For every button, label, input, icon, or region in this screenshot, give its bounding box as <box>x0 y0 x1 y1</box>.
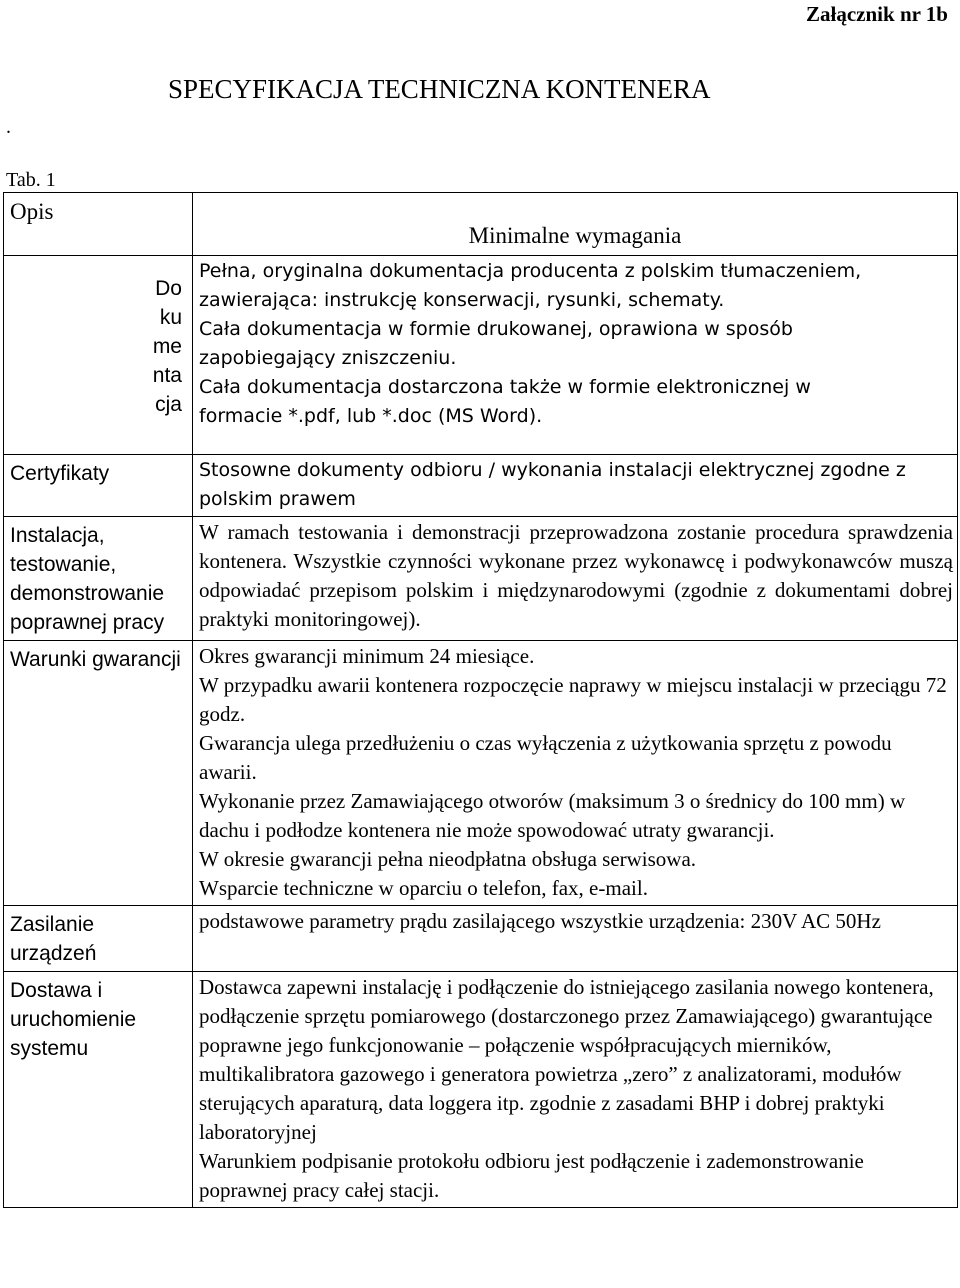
table-row-certificates <box>4 455 958 517</box>
row-text-certificates: Stosowne dokumenty odbioru / wykonania instalacji elektrycznej zgodne z polskim prawem <box>193 455 958 517</box>
warranty-paragraph: Wykonanie przez Zamawiającego otworów (maksimum 3 o średnicy do 100 mm) w dachu i podłodze kontenera nie może spowodować utraty gwarancji. <box>199 789 906 842</box>
page-title: SPECYFIKACJA TECHNICZNA KONTENERA <box>168 74 711 104</box>
row-text-installation: W ramach testowania i demonstracji przeprowadzona zostanie procedura sprawdzenia kontenera. Wszystkie czynności wykonane przez wykonawcę i podwykonawców muszą odpowiadać przepisom polskim i międzynarodowymi (zgodnie z dokumentami dobrej praktyki monitoringowej). <box>193 517 958 641</box>
text-line: Cała dokumentacja w formie drukowanej, oprawiona w sposób <box>199 318 793 340</box>
row-label-warranty: Warunki gwarancji <box>4 641 193 906</box>
row-label-fragment: nta <box>152 364 182 387</box>
delivery-paragraph: Warunkiem podpisanie protokołu odbioru jest podłączenie i zademonstrowanie poprawnej pracy całej stacji. <box>199 1149 864 1202</box>
row-label-fragment: me <box>152 335 182 358</box>
row-text-warranty <box>193 641 958 906</box>
warranty-paragraph: W okresie gwarancji pełna nieodpłatna obsługa serwisowa. <box>199 847 697 871</box>
warranty-paragraph: Okres gwarancji minimum 24 miesiące. <box>199 644 535 668</box>
table-row-documentation <box>4 256 958 455</box>
table-row-delivery <box>4 972 958 1208</box>
warranty-paragraph: W przypadku awarii kontenera rozpoczęcie naprawy w miejscu instalacji w przeciągu 72 godz. <box>199 673 947 726</box>
table-header-row <box>4 193 958 256</box>
stray-dot: . <box>6 116 11 138</box>
text-line: zapobiegający zniszczeniu. <box>199 347 457 369</box>
column-header-description: Opis <box>4 193 193 256</box>
table-label: Tab. 1 <box>6 169 56 191</box>
row-label-fragment: Do <box>155 277 182 300</box>
row-text-delivery <box>193 972 958 1208</box>
row-label-documentation <box>4 256 193 455</box>
row-text-documentation <box>193 256 958 455</box>
text-line: Cała dokumentacja dostarczona także w formie elektronicznej w <box>199 376 811 398</box>
text-line: formacie *.pdf, lub *.doc (MS Word). <box>199 405 543 427</box>
delivery-paragraph: Dostawca zapewni instalację i podłączenie do istniejącego zasilania nowego kontenera, podłączenie sprzętu pomiarowego (dostarczonego przez Zamawiającego) gwarantujące poprawne jego funkcjonowanie – połączenie współpracujących mierników, multikalibratora gazowego i generatora powietrza „zero” z analizatorami, modułów sterujących aparaturą, data loggera itp. zgodnie z zasadami BHP i dobrej praktyki laboratoryjnej <box>199 975 934 1144</box>
specification-table <box>3 192 958 1208</box>
column-header-requirements: Minimalne wymagania <box>193 193 958 256</box>
table-row-warranty <box>4 641 958 906</box>
text-line: zawierająca: instrukcję konserwacji, rysunki, schematy. <box>199 289 725 311</box>
table-row-power <box>4 906 958 972</box>
row-label-fragment: ku <box>159 306 182 329</box>
warranty-paragraph: Wsparcie techniczne w oparciu o telefon, fax, e-mail. <box>199 876 648 900</box>
row-label-power: Zasilanie urządzeń <box>4 906 193 972</box>
warranty-paragraph: Gwarancja ulega przedłużeniu o czas wyłączenia z użytkowania sprzętu z powodu awarii. <box>199 731 892 784</box>
table-row-installation <box>4 517 958 641</box>
row-label-certificates: Certyfikaty <box>4 455 193 517</box>
row-label-fragment: cja <box>155 393 182 416</box>
row-label-installation: Instalacja, testowanie, demonstrowanie poprawnej pracy <box>4 517 193 641</box>
row-label-delivery: Dostawa i uruchomienie systemu <box>4 972 193 1208</box>
text-line: Pełna, oryginalna dokumentacja producenta z polskim tłumaczeniem, <box>199 260 862 282</box>
annex-label: Załącznik nr 1b <box>806 2 948 26</box>
row-text-power: podstawowe parametry prądu zasilającego wszystkie urządzenia: 230V AC 50Hz <box>193 906 958 972</box>
